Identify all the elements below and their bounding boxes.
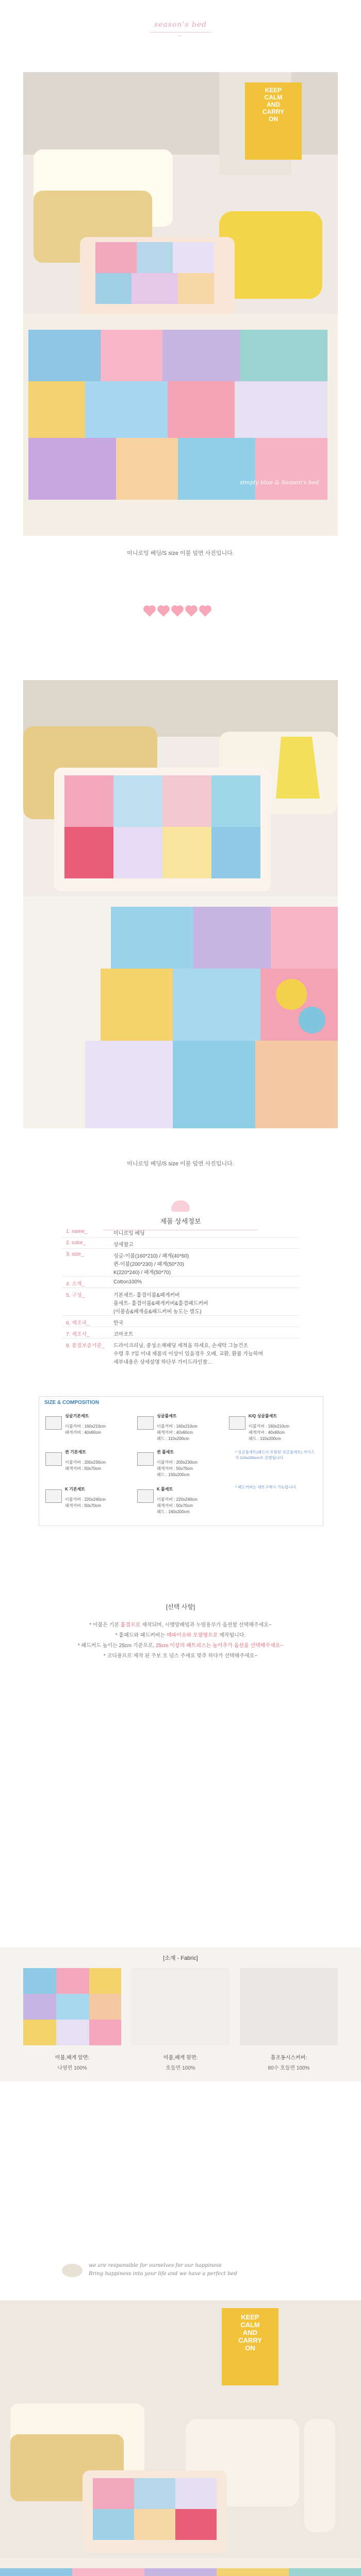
size-note-1: * 싱글풀세트(패드이 포함된 싱글풀세트) 사이즈가 110x200cm로 진행됩니다. bbox=[235, 1450, 315, 1460]
keep-calm-poster bbox=[245, 87, 302, 123]
size-item-line: 이불커버 : 200x230cm bbox=[65, 1460, 106, 1465]
selection-notes-title: [선택 사항] bbox=[166, 1603, 195, 1611]
heart-icon bbox=[144, 606, 155, 617]
photo-1-caption: 미니로잉 베딩/S size 이불 덮연 사진입니다. bbox=[127, 550, 234, 556]
bedding-set-icon bbox=[45, 1489, 62, 1503]
poster-line-2: CALM bbox=[240, 2321, 260, 2329]
detail-section-header bbox=[0, 1200, 361, 1230]
photo-watermark: simply blue & Season's bed bbox=[240, 479, 319, 486]
fabric-swatch-pad bbox=[240, 1968, 338, 2045]
poster-line-4: CARRY bbox=[238, 2336, 262, 2344]
bedding-set-icon bbox=[45, 1416, 62, 1430]
bedding-set-icon bbox=[137, 1489, 154, 1503]
detail-value: 기본세트- 홑겹이불&패게커버 bbox=[113, 1293, 180, 1298]
detail-value: 풀세트- 홑겹이불&패게커버&홑겹패드커버 bbox=[113, 1301, 208, 1307]
fabric-section bbox=[0, 1947, 361, 2081]
size-header: SIZE & COMPOSITION bbox=[44, 1400, 100, 1405]
logo-text: season's bed bbox=[154, 21, 207, 29]
size-item-line: 이불커버 : 160x210cm bbox=[65, 1424, 106, 1429]
fabric-label: 미불,패게 앞면: bbox=[55, 2055, 90, 2061]
product-photo-1 bbox=[23, 72, 338, 536]
detail-key: 2. color_ bbox=[66, 1240, 86, 1246]
fabric-label: 미불,패게 뒷면: bbox=[163, 2055, 198, 2061]
poster-line-1: KEEP bbox=[265, 87, 282, 94]
size-item-line: 패드 : 160x200cm bbox=[157, 1510, 190, 1514]
note-line bbox=[0, 1631, 361, 1638]
detail-value: 미니로잉 베딩 bbox=[113, 1231, 145, 1236]
keep-calm-poster-2 bbox=[222, 2313, 278, 2352]
size-item-name: 싱글풀세트 bbox=[157, 1414, 177, 1418]
note-line bbox=[0, 1651, 361, 1659]
detail-value: Cotton100% bbox=[113, 1279, 142, 1285]
poster-line-4: CARRY bbox=[262, 108, 285, 115]
photo-2-caption: 미니로잉 베딩/S size 이불 덮연 사진입니다. bbox=[127, 1161, 234, 1167]
poster-line-3: AND bbox=[267, 101, 280, 108]
size-item-line: 이불커버 : 220x240cm bbox=[65, 1497, 106, 1502]
size-item-name: 퀸 기본세트 bbox=[65, 1450, 86, 1454]
fabric-composition: 80수 호들면 100% bbox=[268, 2065, 310, 2071]
note-text: * 패드커드 높이는 25cm 기준으로, bbox=[77, 1643, 156, 1649]
note-text: 제작됩니다. bbox=[218, 1633, 246, 1638]
detail-divider bbox=[62, 1315, 299, 1316]
size-item-line: 패게커버 : 50x70cm bbox=[65, 1503, 102, 1508]
brand-logo bbox=[0, 21, 361, 38]
detail-value: 수령 후 7일 이내 제품의 이상이 있을경우 오배, 교환, 환불 가능하며 bbox=[113, 1351, 264, 1357]
heart-divider bbox=[0, 603, 361, 618]
size-item-line: 패드 : 110x200cm bbox=[157, 1436, 189, 1441]
detail-value: 싱글-이불(160*210) / 패게(40*60) bbox=[113, 1253, 189, 1259]
size-item-name: K 기본세트 bbox=[65, 1487, 85, 1492]
size-item-line: 패드 : 110x200cm bbox=[249, 1436, 281, 1441]
heart-icon bbox=[158, 606, 169, 617]
heart-icon bbox=[172, 606, 183, 617]
detail-key: 5. 구성_ bbox=[66, 1293, 85, 1298]
size-item-line: 이불커버 : 160x210cm bbox=[157, 1424, 198, 1429]
size-item-name: 싱글기본세트 bbox=[65, 1414, 89, 1418]
size-item-line: 패게커버 : 40x60cm bbox=[249, 1430, 285, 1435]
size-item-line: 이불커버 : 220x240cm bbox=[157, 1497, 198, 1502]
size-item-line: 이불커버 : 160x210cm bbox=[249, 1424, 289, 1429]
poster-line-1: KEEP bbox=[241, 2313, 259, 2321]
footer-line-1: we are responsible for ourselves for our happiness bbox=[89, 2263, 222, 2268]
detail-divider bbox=[62, 1248, 299, 1249]
cupcake-icon bbox=[171, 1200, 190, 1212]
product-photo-2 bbox=[23, 680, 338, 1128]
bedding-set-icon bbox=[45, 1452, 62, 1466]
bedding-set-icon bbox=[137, 1416, 154, 1430]
size-composition-box bbox=[39, 1396, 323, 1526]
note-highlight: 25cm 이상의 패트리스는 높이추가 옵션을 선택해주세요~ bbox=[156, 1643, 284, 1649]
size-item-line: 패게커버 : 50x70cm bbox=[157, 1466, 193, 1471]
size-note-2: * 패드커버는 세트구매시 가능합니다. bbox=[235, 1485, 297, 1489]
size-item-name: K/Q 싱글풀세트 bbox=[249, 1414, 277, 1418]
size-item-name: K 풀세트 bbox=[157, 1487, 173, 1492]
detail-key: 1. name_ bbox=[66, 1229, 88, 1234]
bedding-set-icon bbox=[229, 1416, 245, 1430]
note-line bbox=[0, 1620, 361, 1628]
size-item-line: 패드 : 150x200cm bbox=[157, 1472, 190, 1477]
detail-value: 드라이크리닝, 중성소재패딩 세척을 하세요, 손세탁 그늘건조 bbox=[113, 1343, 248, 1349]
heart-icon bbox=[200, 606, 210, 617]
cup-icon bbox=[62, 2264, 83, 2277]
detail-key: 6. 제조국_ bbox=[66, 1320, 90, 1326]
heart-icon bbox=[186, 606, 196, 617]
bedding-set-icon bbox=[137, 1452, 154, 1466]
fabric-composition: 나염면 100% bbox=[57, 2065, 87, 2071]
fabric-swatch-back bbox=[132, 1968, 229, 2045]
detail-key: 3. size_ bbox=[66, 1251, 84, 1257]
poster-line-5: ON bbox=[269, 115, 278, 123]
note-highlight: 매파이슈와 오펄형으로 bbox=[166, 1633, 218, 1638]
size-item-line: 패게커버 : 50x70cm bbox=[157, 1503, 193, 1508]
detail-value: 한국 bbox=[113, 1320, 124, 1326]
size-item-line: 패게커버 : 50x70cm bbox=[65, 1466, 102, 1471]
detail-divider bbox=[62, 1287, 299, 1288]
note-text: 제작되며, 시행양폐빙과 누빔용부가 옵션할 선택해주세요~ bbox=[140, 1622, 272, 1628]
size-item-line: 이불커버 : 200x230cm bbox=[157, 1460, 198, 1465]
detail-value: 세부내용은 상세설명 하단부 가이드라인참... bbox=[113, 1360, 212, 1365]
poster-line-5: ON bbox=[245, 2344, 255, 2352]
detail-table bbox=[0, 1229, 361, 1383]
note-highlight: 홑겹으로 bbox=[120, 1622, 141, 1628]
note-line bbox=[0, 1641, 361, 1649]
detail-title: 제품 상세정보 bbox=[160, 1217, 201, 1225]
detail-value: 퀸-이불(200*230) / 패게(50*70) bbox=[113, 1262, 184, 1267]
fabric-swatch-front bbox=[23, 1968, 121, 2045]
detail-value: 코마조트 bbox=[113, 1332, 134, 1337]
footer-banner bbox=[62, 2261, 299, 2281]
poster-line-2: CALM bbox=[264, 94, 283, 101]
logo-sub: — bbox=[177, 33, 184, 38]
poster-line-3: AND bbox=[242, 2329, 258, 2336]
fabric-label: 흡조동시스커버: bbox=[270, 2055, 307, 2061]
note-text: * 코디용으로 제작 된 주보 오 넘스 주세요 맞추 하다가 선택해주세요~ bbox=[103, 1653, 258, 1659]
detail-value: K(220*240) / 패게(50*70) bbox=[113, 1270, 171, 1276]
footer-line-2: Bring happiness into your life and we have a perfect bed bbox=[89, 2271, 237, 2277]
detail-divider bbox=[62, 1276, 299, 1277]
fabric-composition: 호들면 100% bbox=[166, 2065, 195, 2071]
note-text: * 홑패드와 패드커버는 bbox=[115, 1633, 167, 1638]
detail-divider bbox=[62, 1237, 299, 1238]
size-item-line: 패게커버 : 40x60cm bbox=[157, 1430, 193, 1435]
fabric-title: [소재 - Fabric] bbox=[163, 1955, 198, 1961]
size-item-name: 퀸 풀세트 bbox=[157, 1450, 174, 1454]
product-photo-3 bbox=[0, 2300, 361, 2576]
detail-value: (이불솜&패게솜&패드커버 농도는 별도) bbox=[113, 1309, 202, 1315]
note-text: * 이불은 기본 bbox=[89, 1622, 121, 1628]
size-item-line: 패게커버 : 40x60cm bbox=[65, 1430, 102, 1435]
detail-key: 4. 소재_ bbox=[66, 1281, 85, 1287]
detail-key: 8. 품질보증기준_ bbox=[66, 1343, 105, 1349]
detail-value: 상세참고 bbox=[113, 1242, 134, 1248]
detail-key: 7. 제조사_ bbox=[66, 1332, 90, 1337]
